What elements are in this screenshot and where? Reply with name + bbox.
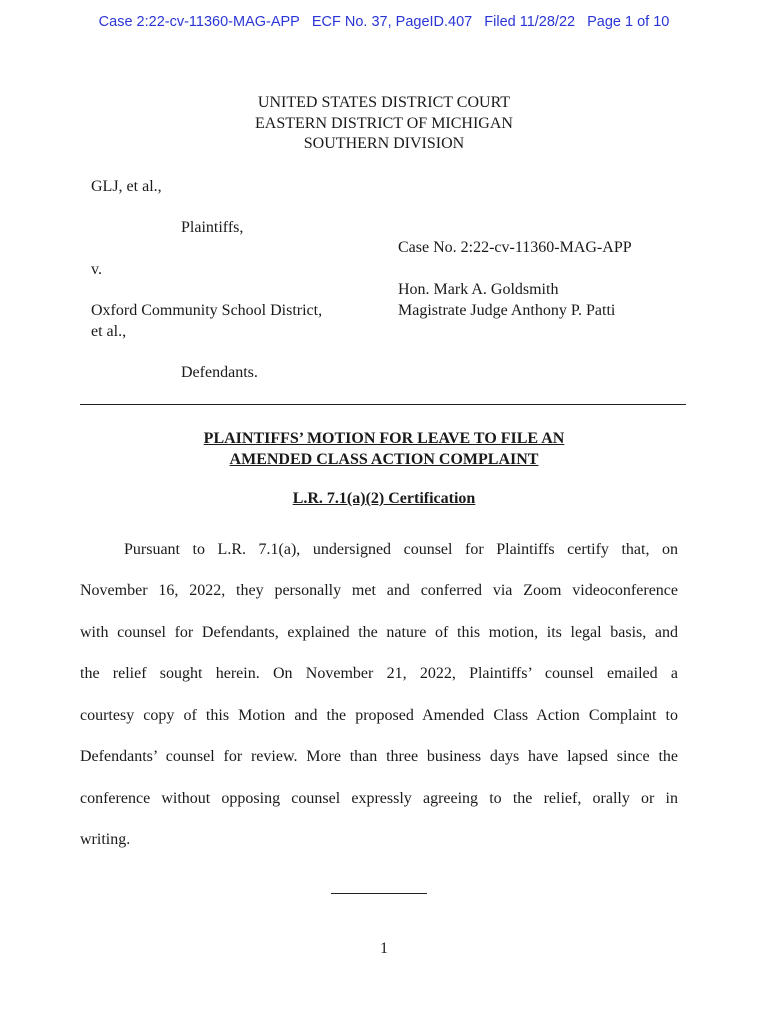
ecf-page-count: Page 1 of 10 <box>587 14 670 30</box>
magistrate-judge: Magistrate Judge Anthony P. Patti <box>398 302 616 319</box>
defendant-party: Oxford Community School District, <box>91 302 323 319</box>
ecf-number: ECF No. 37, PageID.407 <box>311 14 473 30</box>
ecf-case-number: Case 2:22-cv-11360-MAG-APP <box>98 14 300 30</box>
ecf-header <box>0 14 768 30</box>
district-judge: Hon. Mark A. Goldsmith <box>398 281 559 298</box>
court-heading <box>0 93 768 155</box>
body-paragraph-line: writing. <box>80 831 131 848</box>
body-paragraph-line: conference without opposing counsel expressly agreeing to the relief, orally or in <box>80 790 678 807</box>
footnote-divider <box>331 893 427 894</box>
body-paragraph-line: November 16, 2022, they personally met and conferred via Zoom videoconference <box>80 582 678 599</box>
motion-title-line2: AMENDED CLASS ACTION COMPLAINT <box>229 451 539 468</box>
case-number: Case No. 2:22-cv-11360-MAG-APP <box>398 239 632 256</box>
caption-divider <box>80 404 686 405</box>
certification-heading-text: L.R. 7.1(a)(2) Certification <box>292 490 476 507</box>
certification-heading <box>0 490 768 508</box>
court-name: UNITED STATES DISTRICT COURT <box>257 94 511 111</box>
motion-title <box>0 428 768 470</box>
defendants-label: Defendants. <box>181 364 258 381</box>
body-paragraph-line: Defendants’ counsel for review. More than three business days have lapsed since the <box>80 748 678 765</box>
court-division: SOUTHERN DIVISION <box>303 135 465 152</box>
body-paragraph-line: Pursuant to L.R. 7.1(a), undersigned counsel for Plaintiffs certify that, on <box>124 541 678 558</box>
plaintiff-party: GLJ, et al., <box>91 178 162 195</box>
court-district: EASTERN DISTRICT OF MICHIGAN <box>255 114 513 132</box>
page-number: 1 <box>380 940 388 957</box>
defendant-party-cont: et al., <box>91 323 127 340</box>
ecf-filed-date: Filed 11/28/22 <box>484 14 576 30</box>
body-paragraph-line: the relief sought herein. On November 21, 2022, Plaintiffs’ counsel emailed a <box>80 665 678 682</box>
versus-label: v. <box>91 261 102 278</box>
plaintiffs-label: Plaintiffs, <box>181 219 244 236</box>
motion-title-line1: PLAINTIFFS’ MOTION FOR LEAVE TO FILE AN <box>203 430 565 447</box>
body-paragraph-line: with counsel for Defendants, explained the nature of this motion, its legal basis, and <box>80 624 678 641</box>
body-paragraph-line: courtesy copy of this Motion and the proposed Amended Class Action Complaint to <box>80 707 678 724</box>
